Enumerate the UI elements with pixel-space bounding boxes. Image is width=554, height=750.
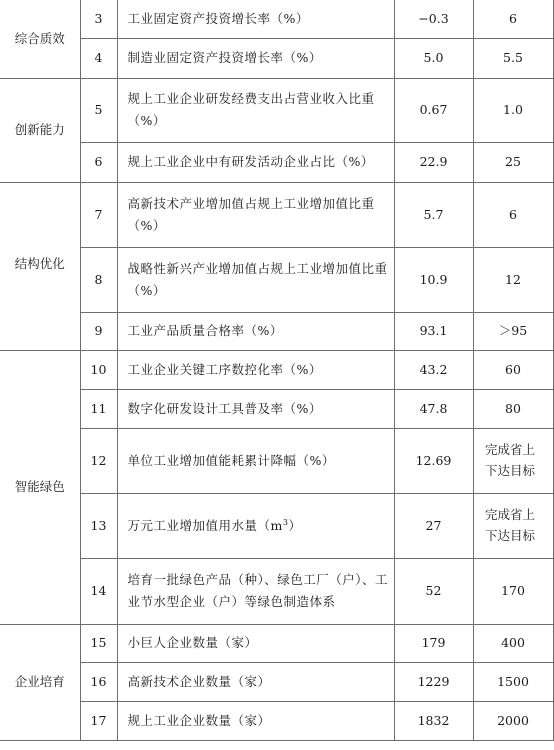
row-number: 17 — [80, 701, 117, 740]
base-value: 52 — [394, 558, 473, 624]
base-value: 10.9 — [394, 247, 473, 312]
indicator-name: 工业固定资产投资增长率（%） — [117, 0, 394, 38]
indicator-name: 培育一批绿色产品（种）、绿色工厂（户）、工业节水型企业（户）等绿色制造体系 — [117, 558, 394, 624]
category-cell: 结构优化 — [0, 182, 80, 350]
target-value: 6 — [473, 0, 553, 38]
target-value: 2000 — [473, 701, 553, 740]
row-number: 15 — [80, 624, 117, 662]
row-number: 13 — [80, 493, 117, 558]
indicator-name: 单位工业增加值能耗累计降幅（%） — [117, 428, 394, 493]
table-row — [0, 428, 553, 493]
target-value: ＞95 — [473, 312, 553, 350]
indicator-name: 数字化研发设计工具普及率（%） — [117, 389, 394, 428]
table-row — [0, 142, 553, 182]
row-number: 4 — [80, 38, 117, 78]
indicator-name: 制造业固定资产投资增长率（%） — [117, 38, 394, 78]
target-value: 完成省上下达目标 — [485, 507, 536, 543]
base-value: 1229 — [394, 662, 473, 701]
table-row — [0, 558, 553, 624]
category-cell: 智能绿色 — [0, 350, 80, 624]
row-number: 7 — [80, 182, 117, 247]
target-value: 12 — [473, 247, 553, 312]
target-value: 1.0 — [473, 78, 553, 142]
row-number: 5 — [80, 78, 117, 142]
indicator-name: 高新技术企业数量（家） — [117, 662, 394, 701]
category-cell: 创新能力 — [0, 78, 80, 182]
base-value: −0.3 — [394, 0, 473, 38]
indicator-name: 工业企业关键工序数控化率（%） — [117, 350, 394, 389]
indicator-name: 规上工业企业中有研发活动企业占比（%） — [117, 142, 394, 182]
base-value: 47.8 — [394, 389, 473, 428]
table-row — [0, 312, 553, 350]
target-cell — [473, 493, 553, 558]
row-number: 11 — [80, 389, 117, 428]
indicator-name-text: 万元工业增加值用水量$(m^3)$ — [127, 517, 302, 533]
base-value: 12.69 — [394, 428, 473, 493]
table-row — [0, 389, 553, 428]
row-number: 9 — [80, 312, 117, 350]
base-value: 5.7 — [394, 182, 473, 247]
target-cell — [473, 428, 553, 493]
indicator-name: 小巨人企业数量（家） — [117, 624, 394, 662]
category-cell: 企业培育 — [0, 624, 80, 740]
indicator-name — [117, 493, 394, 558]
base-value: 179 — [394, 624, 473, 662]
category-cell: 综合质效 — [0, 0, 80, 78]
table-row — [0, 701, 553, 740]
indicator-name: 规上工业企业数量（家） — [117, 701, 394, 740]
base-value: 22.9 — [394, 142, 473, 182]
row-number: 6 — [80, 142, 117, 182]
table-row — [0, 182, 553, 247]
table-row — [0, 662, 553, 701]
target-value: 5.5 — [473, 38, 553, 78]
table-row — [0, 350, 553, 389]
table-row — [0, 624, 553, 662]
table-row — [0, 0, 553, 38]
target-value: 25 — [473, 142, 553, 182]
indicator-name: 工业产品质量合格率（%） — [117, 312, 394, 350]
row-number: 8 — [80, 247, 117, 312]
row-number: 14 — [80, 558, 117, 624]
base-value: 1832 — [394, 701, 473, 740]
target-value: 60 — [473, 350, 553, 389]
table-row — [0, 78, 553, 142]
target-value: 1500 — [473, 662, 553, 701]
target-value: 完成省上下达目标 — [485, 442, 536, 478]
base-value: 5.0 — [394, 38, 473, 78]
target-value: 6 — [473, 182, 553, 247]
row-number: 3 — [80, 0, 117, 38]
row-number: 10 — [80, 350, 117, 389]
row-number: 16 — [80, 662, 117, 701]
row-number: 12 — [80, 428, 117, 493]
target-value: 80 — [473, 389, 553, 428]
base-value: 43.2 — [394, 350, 473, 389]
table-row — [0, 247, 553, 312]
indicator-name: 战略性新兴产业增加值占规上工业增加值比重（%） — [117, 247, 394, 312]
indicator-name: 高新技术产业增加值占规上工业增加值比重（%） — [117, 182, 394, 247]
base-value: 93.1 — [394, 312, 473, 350]
indicator-name: 规上工业企业研发经费支出占营业收入比重（%） — [117, 78, 394, 142]
base-value: 0.67 — [394, 78, 473, 142]
table-row — [0, 493, 553, 558]
table-row — [0, 38, 553, 78]
target-value: 170 — [473, 558, 553, 624]
target-value: 400 — [473, 624, 553, 662]
base-value: 27 — [394, 493, 473, 558]
